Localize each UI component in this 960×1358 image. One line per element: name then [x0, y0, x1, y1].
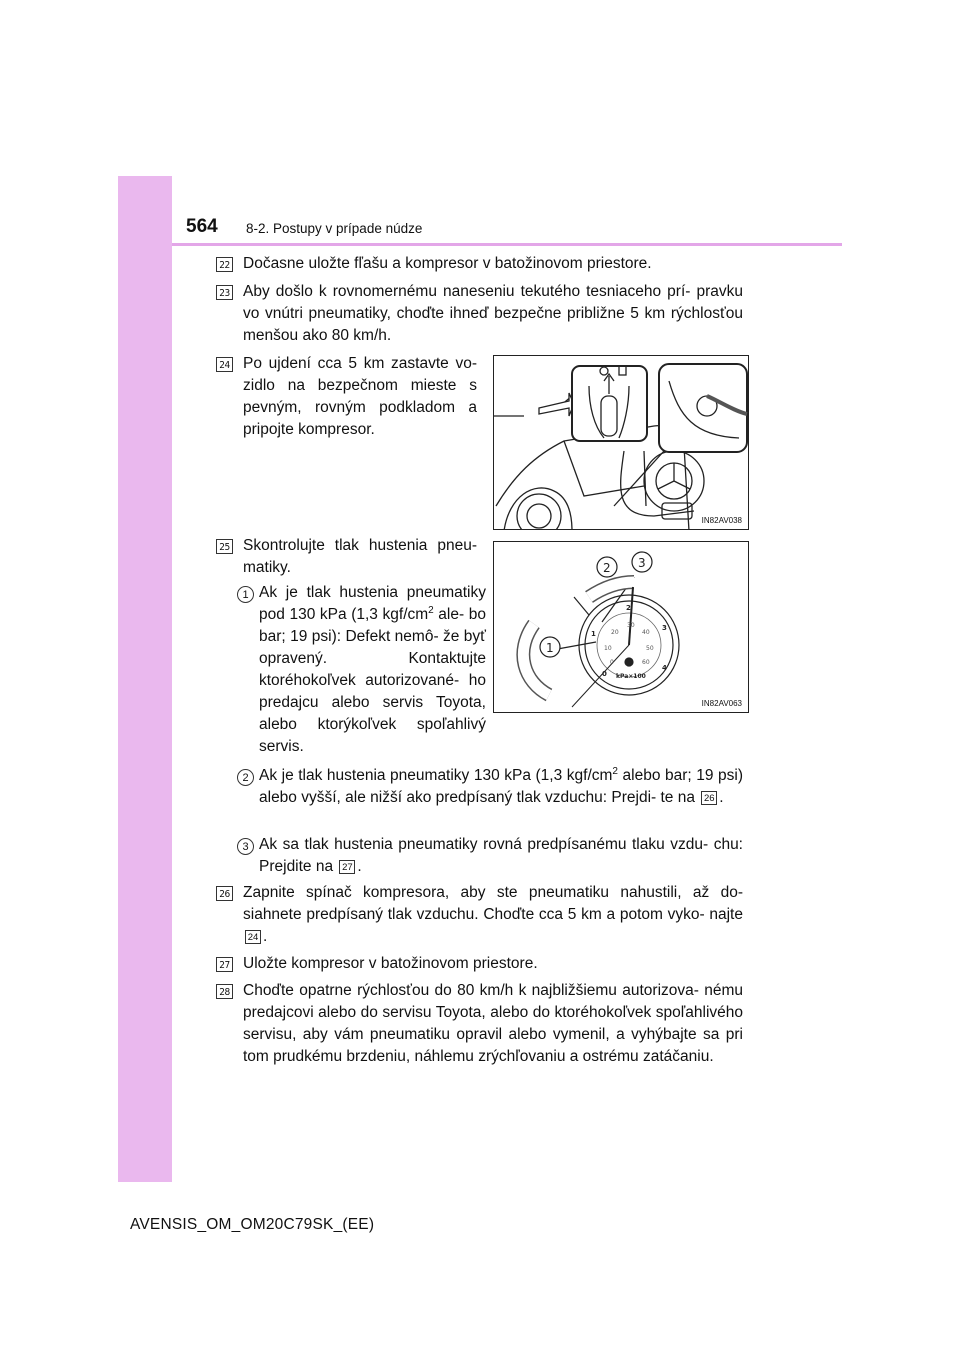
gauge-inner-tick-5: 50 — [646, 645, 654, 652]
sub-item-badge-3: 3 — [237, 838, 254, 855]
compressor-connection-figure — [493, 355, 749, 530]
gauge-inner-tick-2: 20 — [611, 629, 619, 636]
step-badge-23: 23 — [216, 285, 233, 300]
figure-code: IN82AV038 — [701, 516, 742, 525]
gauge-inner-tick-0: 0 — [610, 659, 614, 666]
gauge-outer-tick-3: 3 — [662, 624, 667, 632]
sub-item-1-text: Ak je tlak hustenia pneumatiky pod 130 kPa (1,3 kgf/$cm^2$ ale- bo bar; 19 psi): Defekt nemô- že byť opravený. Kontaktujte ktoréhokoľvek autorizované- ho predajcu alebo servis Toyota, alebo ktorýkoľvek spoľahlivý servis. — [259, 584, 486, 755]
document-code-footer: AVENSIS_OM_OM20C79SK_(EE) — [130, 1216, 375, 1233]
gauge-outer-tick-4: 4 — [662, 664, 667, 672]
step-23-text: Aby došlo k rovnomernému naneseniu tekutého tesniaceho prí- pravku vo vnútri pneumatiky, choďte ihneď bezpečne približne 5 km rýchlosťou menšou ako 80 km/h. — [243, 283, 743, 344]
gauge-inner-tick-6: 60 — [642, 659, 650, 666]
step-badge-27: 27 — [216, 957, 233, 972]
gauge-inner-tick-4: 40 — [642, 629, 650, 636]
step-28-text: Choďte opatrne rýchlosťou do 80 km/h k najbližšiemu autorizova- nému predajcovi alebo do servisu Toyota, alebo do ktoréhokoľvek spoľahlivého servisu, aby vám pneumatiku opravil alebo vymenil, a vyhýbajte sa pri tom prudkému brzdeniu, náhlemu zrýchľovaniu a ostrému zatáčaniu. — [243, 982, 743, 1065]
step-badge-26: 26 — [216, 886, 233, 901]
page-number: 564 — [186, 216, 218, 237]
step-25-text: Skontrolujte tlak hustenia pneu- matiky. — [243, 537, 477, 576]
step-badge-24: 24 — [216, 357, 233, 372]
sub-item-3-text: Ak sa tlak hustenia pneumatiky rovná predpísanému tlaku vzdu- chu: Prejdite na 27 . — [259, 836, 743, 875]
callout-2: 2 — [603, 561, 611, 575]
step-badge-25: 25 — [216, 539, 233, 554]
step-badge-28: 28 — [216, 984, 233, 999]
callout-3: 3 — [638, 556, 646, 570]
section-title: 8-2. Postupy v prípade núdze — [246, 221, 423, 236]
header-rule — [172, 243, 842, 246]
gauge-outer-tick-0: 0 — [602, 670, 607, 678]
sub-item-badge-1: 1 — [237, 586, 254, 603]
chapter-sidebar-tab — [118, 176, 172, 1182]
step-22-text: Dočasne uložte fľašu a kompresor v batožinovom priestore. — [243, 255, 652, 272]
step-reference-26: 26 — [701, 791, 717, 805]
step-26-text: Zapnite spínač kompresora, aby ste pneumatiku nahustili, až do- siahnete predpísaný tlak vzduchu. Choďte cca 5 km a potom vyko- najte 24 . — [243, 884, 743, 945]
step-24-text: Po ujdení cca 5 km zastavte vo- zidlo na bezpečnom mieste s pevným, rovným podkladom a pripojte kompresor. — [243, 355, 477, 438]
figure-code: IN82AV063 — [701, 699, 742, 708]
step-badge-22: 22 — [216, 257, 233, 272]
gauge-illustration — [494, 542, 749, 713]
gauge-outer-tick-1: 1 — [591, 630, 596, 638]
step-reference-24: 24 — [245, 930, 261, 944]
gauge-inner-tick-1: 10 — [604, 645, 612, 652]
car-compressor-illustration — [494, 356, 749, 530]
sub-item-2-text: Ak je tlak hustenia pneumatiky 130 kPa (1,3 kgf/$cm^2$ alebo bar; 19 psi) alebo vyšší, ale nižší ako predpísaný tlak vzduchu: Prejdi- te na 26 . — [259, 765, 744, 806]
sub-item-badge-2: 2 — [237, 769, 254, 786]
gauge-inner-tick-3: 30 — [627, 622, 635, 629]
gauge-unit: kPa×100 — [616, 673, 646, 680]
step-reference-27: 27 — [339, 860, 355, 874]
pressure-gauge-figure — [493, 541, 749, 713]
gauge-outer-tick-2: 2 — [626, 604, 631, 612]
callout-1: 1 — [546, 641, 554, 655]
step-27-text: Uložte kompresor v batožinovom priestore. — [243, 955, 538, 972]
